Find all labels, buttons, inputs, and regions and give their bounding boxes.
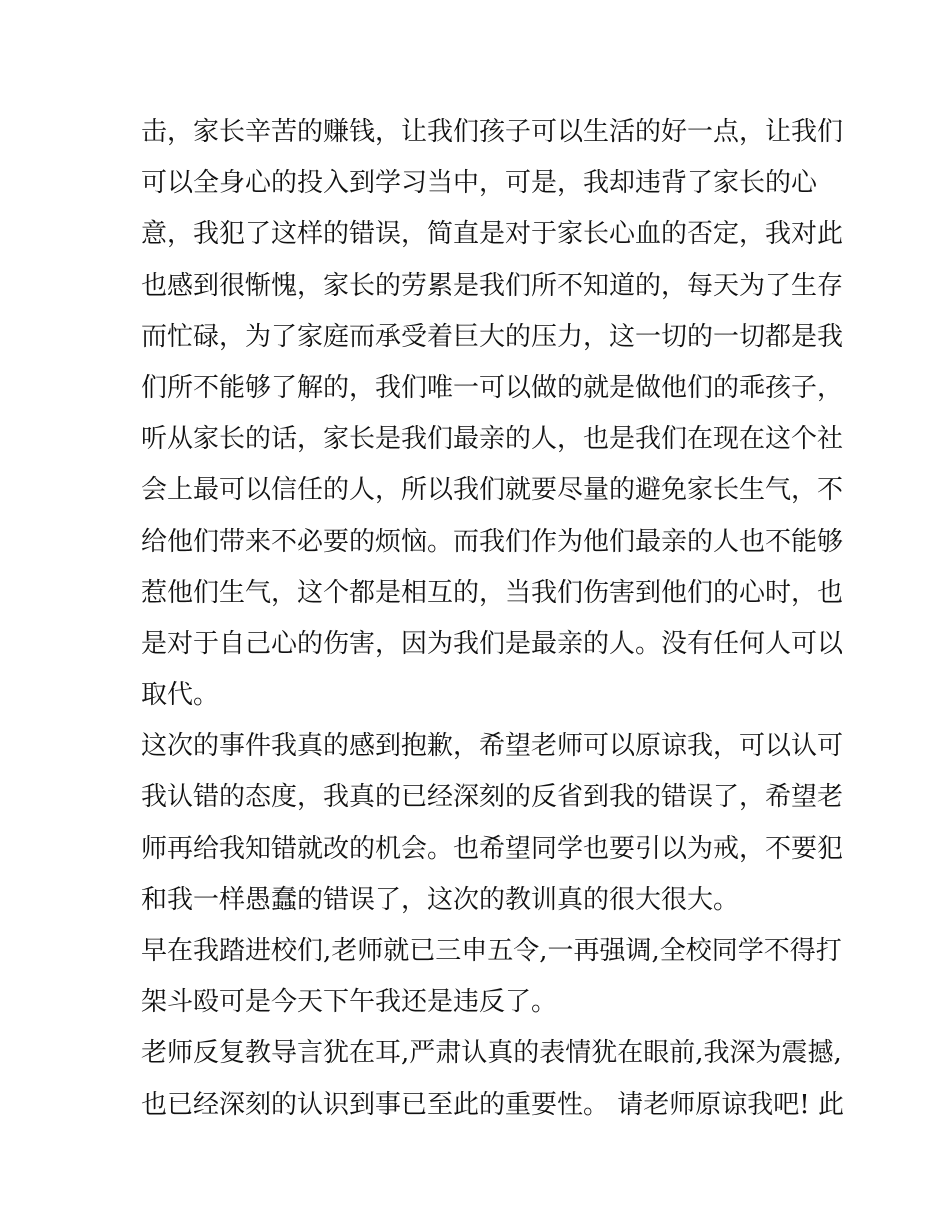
text-line: 早在我踏进校们,老师就已三申五令,一再强调,全校同学不得打	[141, 936, 842, 966]
text-line: 我认错的态度，我真的已经深刻的反省到我的错误了，希望老	[141, 782, 844, 813]
text-line: 和我一样愚蠢的错误了，这次的教训真的很大很大。	[141, 884, 740, 915]
text-line: 老师反复教导言犹在耳,严肃认真的表情犹在眼前,我深为震撼,	[141, 1038, 842, 1069]
text-line: 意，我犯了这样的错误，简直是对于家长心血的否定，我对此	[141, 219, 844, 250]
text-line: 们所不能够了解的，我们唯一可以做的就是做他们的乖孩子，	[141, 372, 844, 403]
text-line: 可以全身心的投入到学习当中，可是，我却违背了家长的心	[141, 168, 818, 199]
text-line: 惹他们生气，这个都是相互的，当我们伤害到他们的心时，也	[141, 577, 844, 608]
text-line: 听从家长的话，家长是我们最亲的人，也是我们在现在这个社	[141, 424, 844, 455]
text-line: 也已经深刻的认识到事已至此的重要性。 请老师原谅我吧! 此	[141, 1089, 844, 1120]
text-line: 给他们带来不必要的烦恼。而我们作为他们最亲的人也不能够	[141, 526, 844, 557]
text-line: 也感到很惭愧，家长的劳累是我们所不知道的，每天为了生存	[141, 270, 844, 301]
text-line: 师再给我知错就改的机会。也希望同学也要引以为戒，不要犯	[141, 833, 844, 864]
text-line: 这次的事件我真的感到抱歉，希望老师可以原谅我，可以认可	[141, 731, 844, 762]
text-line: 是对于自己心的伤害，因为我们是最亲的人。没有任何人可以	[141, 628, 844, 659]
text-line: 会上最可以信任的人，所以我们就要尽量的避免家长生气，不	[141, 475, 844, 506]
body-text	[141, 107, 844, 1131]
text-line: 击，家长辛苦的赚钱，让我们孩子可以生活的好一点，让我们	[141, 117, 844, 147]
text-line: 而忙碌，为了家庭而承受着巨大的压力，这一切的一切都是我	[141, 321, 844, 352]
text-line: 取代。	[141, 680, 220, 711]
text-line: 架斗殴可是今天下午我还是违反了。	[141, 987, 558, 1018]
